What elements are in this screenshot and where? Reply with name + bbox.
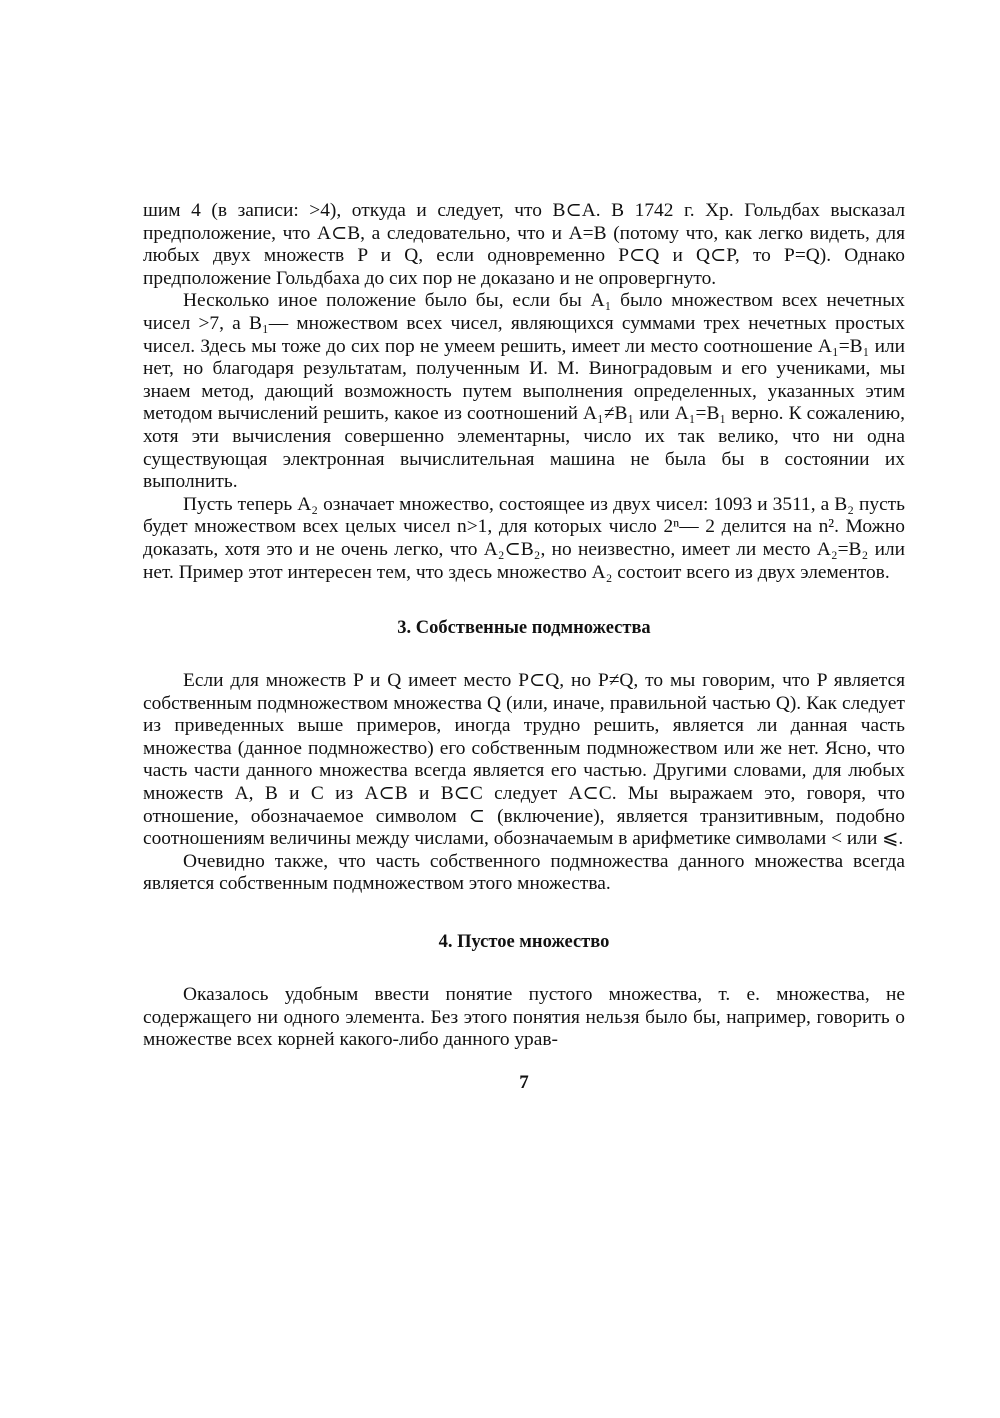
paragraph-vinogradov: Несколько иное положение было бы, если бы A₁ было множеством всех нечетных чисел >7, а B₁— множеством всех чисел, являющихся суммами трех нечетных простых чисел. Здесь мы тоже до сих пор не умеем решить, имеет ли место соотношение A₁=B₁ или нет, но благодаря результатам, полученным И. М. Виноградовым и его учениками, мы знаем метод, дающий возможность путем выполнения определенных, указанных этим методом вычислений решить, какое из соотношений A₁≠B₁ или A₁=B₁ верно. К сожалению, хотя эти вычисления совершенно элементарны, число их так велико, что ни одна существующая электронная вычислительная машина не была бы в состоянии их выполнить. (143, 290, 905, 493)
paragraph-proper-subset-definition: Если для множеств P и Q имеет место P⊂Q, но P≠Q, то мы говорим, что P является собственным подмножеством множества Q (или, иначе, правильной частью Q). Как следует из приведенных выше примеров, иногда трудно решить, является ли данная часть множества (данное подмножество) его собственным подмножеством или же нет. Ясно, что часть части данного множества всегда является его частью. Другими словами, для любых множеств A, B и C из A⊂B и B⊂C следует A⊂C. Мы выражаем это, говоря, что отношение, обозначаемое символом ⊂ (включение), является транзитивным, подобно соотношениям величины между числами, обозначаемым в арифметике символами < или ⩽. (143, 670, 905, 850)
paragraph-example-a2: Пусть теперь A₂ означает множество, состоящее из двух чисел: 1093 и 3511, а B₂ пусть будет множеством всех целых чисел n>1, для которых число 2ⁿ— 2 делится на n². Можно доказать, хотя это и не очень легко, что A₂⊂B₂, но неизвестно, имеет ли место A₂=B₂ или нет. Пример этот интересен тем, что здесь множество A₂ состоит всего из двух элементов. (143, 493, 905, 583)
section-heading-proper-subsets: 3. Собственные подмножества (397, 618, 651, 639)
page-content (143, 200, 905, 1094)
paragraph-empty-set: Оказалось удобным ввести понятие пустого множества, т. е. множества, не содержащего ни одного элемента. Без этого понятия нельзя было бы, например, говорить о множестве всех корней какого-либо данного урав- (143, 984, 905, 1051)
paragraph-proper-subset-remark: Очевидно также, что часть собственного подмножества данного множества всегда является собственным подмножеством этого множества. (143, 850, 905, 895)
section-heading-empty-set: 4. Пустое множество (438, 932, 610, 953)
paragraph-goldbach: шим 4 (в записи: >4), откуда и следует, что B⊂A. В 1742 г. Хр. Гольдбах высказал предположение, что A⊂B, а следовательно, что и A=B (потому что, как легко видеть, для любых двух множеств P и Q, если одновременно P⊂Q и Q⊂P, то P=Q). Однако предположение Гольдбаха до сих пор не доказано и не опровергнуто. (143, 200, 905, 289)
page-number: 7 (519, 1071, 529, 1093)
